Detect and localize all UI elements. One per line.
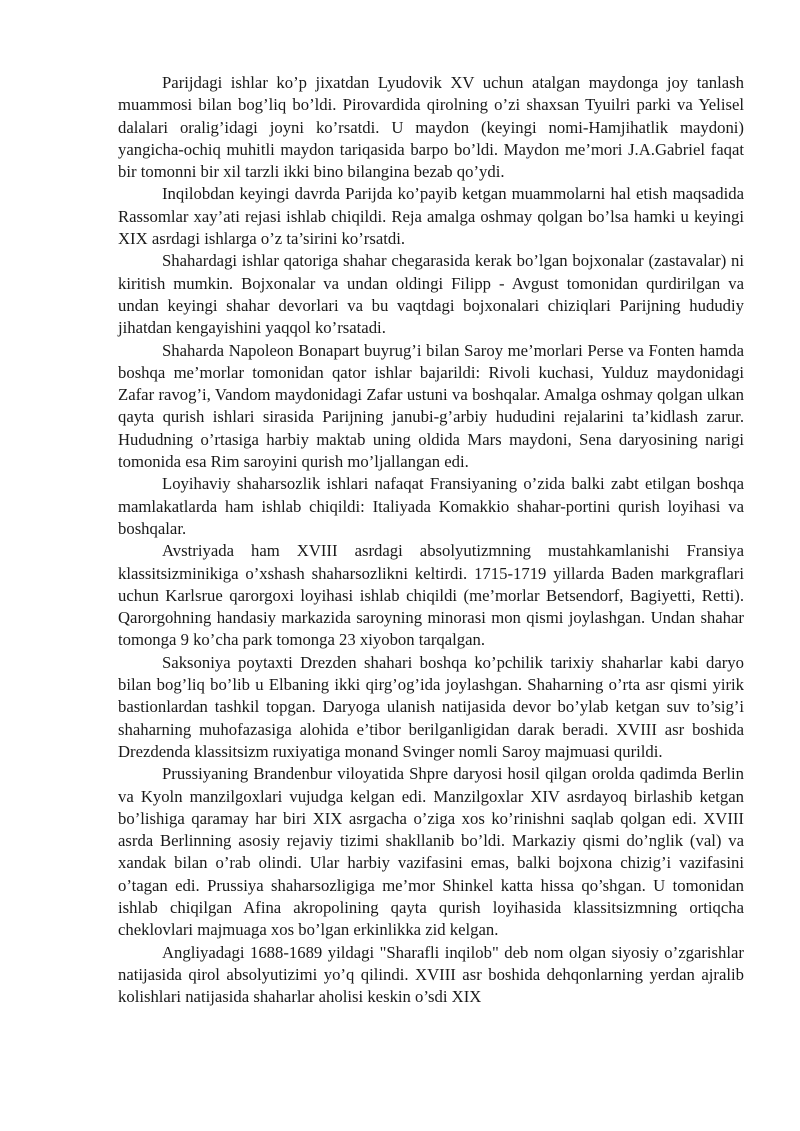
paragraph-england: Angliyadagi 1688-1689 yildagi "Sharafli inqilob" deb nom olgan siyosiy o’zgarishlar natijasida qirol absolyutizimi yo’q qilindi. XVIII asr boshida dehqonlarning yerdan ajralib kolishlari natijasida shaharlar aholisi keskin o’sdi XIX — [118, 942, 744, 1007]
paragraph-artists-commission: Inqilobdan keyingi davrda Parijda ko’payib ketgan muammolarni hal etish maqsadida Rassomlar xay’ati rejasi ishlab chiqildi. Reja amalga oshmay qolgan bo’lsa hamki u keyingi XIX asrdagi ishlarga o’z ta’sirini ko’rsatdi. — [118, 184, 744, 249]
paragraph-louis-xv-square: Parijdagi ishlar ko’p jixatdan Lyudovik XV uchun atalgan maydonga joy tanlash muammosi bilan bog’liq bo’ldi. Pirovardida qirolning o’zi shaxsan Tyuilri parki va Yelisel dalalari oralig’idagi joyni ko’rsatdi. U maydon (keyingi nomi-Hamjihatlik maydoni) yangicha-ochiq muhitli maydon tariqasida barpo bo’ldi. Maydon me’mori J.A.Gabriel faqat bir tomonni bir xil tarzli ikki bino bilangina bezab qo’ydi. — [118, 73, 744, 182]
paragraph-customs-houses: Shahardagi ishlar qatoriga shahar chegarasida kerak bo’lgan bojxonalar (zastavalar) ni kiritish mumkin. Bojxonalar va undan oldingi Filipp - Avgust tomonidan qurdirilgan va undan keyingi shahar devorlari va bu vaqtdagi bojxonalari chiziqlari Parijning hududiy jihatdan kengayishini yaqqol ko’rsatadi. — [118, 251, 744, 338]
document-page — [118, 72, 744, 1008]
paragraph-berlin: Prussiyaning Brandenbur viloyatida Shpre daryosi hosil qilgan orolda qadimda Berlin va Kyoln manzilgoxlari vujudga kelgan edi. Manzilgoxlar XIV asrdayoq birlashib ketgan bo’lishiga qaramay har biri XIX asrgacha o’ziga xos ko’rinishni saqlab qolgan edi. XVIII asrda Berlinning asosiy rejaviy tizimi shakllanib bo’ldi. Markaziy qismi do’nglik (val) va xandak bilan o’rab olindi. Ular harbiy vazifasini emas, balki bojxona chizig’i vazifasini o’tagan edi. Prussiya shaharsozligiga me’mor Shinkel katta hissa qo’shgan. U tomonidan ishlab chiqilgan Afina akropolining qayta qurish loyihasida klassitsizmning ortiqcha cheklovlari majmuaga xos bo’lgan erkinlikka zid kelgan. — [118, 764, 744, 940]
paragraph-austria-karlsruhe: Avstriyada ham XVIII asrdagi absolyutizmning mustahkamlanishi Fransiya klassitsizminikiga o’xshash shaharsozlikni keltirdi. 1715-1719 yillarda Baden markgraflari uchun Karlsrue qarorgoxi loyihasi ishlab chiqildi (me’morlar Betsendorf, Bagiyetti, Retti). Qarorgohning handasiy markazida saroyning minorasi mon qismi joylashgan. Undan shahar tomonga 9 ko’cha park tomonga 23 xiyobon tarqalgan. — [118, 541, 744, 650]
paragraph-conquered-countries: Loyihaviy shaharsozlik ishlari nafaqat Fransiyaning o’zida balki zabt etilgan boshqa mamlakatlarda ham ishlab chiqildi: Italiyada Komakkio shahar-portini qurish loyihasi va boshqalar. — [118, 474, 744, 538]
paragraph-dresden: Saksoniya poytaxti Drezden shahari boshqa ko’pchilik tarixiy shaharlar kabi daryo bilan bog’liq bo’lib u Elbaning ikki qirg’og’ida joylashgan. Shaharning o’rta asr qismi yirik bastionlardan tashkil topgan. Daryoga ulanish natijasida devor bo’ylab ketgan suv to’sig’i shaharning muhofazasiga alohida e’tibor berilganligidan darak beradi. XVIII asr boshida Drezdenda klassitsizm ruxiyatiga monand Svinger nomli Saroy majmuasi qurildi. — [118, 652, 744, 761]
paragraph-napoleon-works: Shaharda Napoleon Bonapart buyrug’i bilan Saroy me’morlari Perse va Fonten hamda boshqa me’morlar tomonidan qator ishlar bajarildi: Rivoli kuchasi, Yulduz maydonidagi Zafar ravog’i, Vandom maydonidagi Zafar ustuni va boshqalar. Amalga oshmay qolgan ulkan qayta qurish ishlari sirasida Parijning janubi-g’arbiy hududini rejalarini ta’kidlash zarur. Hududning o’rtasiga harbiy maktab uning oldida Mars maydoni, Sena daryosining narigi tomonida esa Rim saroyini qurish mo’ljallangan edi. — [118, 340, 744, 472]
